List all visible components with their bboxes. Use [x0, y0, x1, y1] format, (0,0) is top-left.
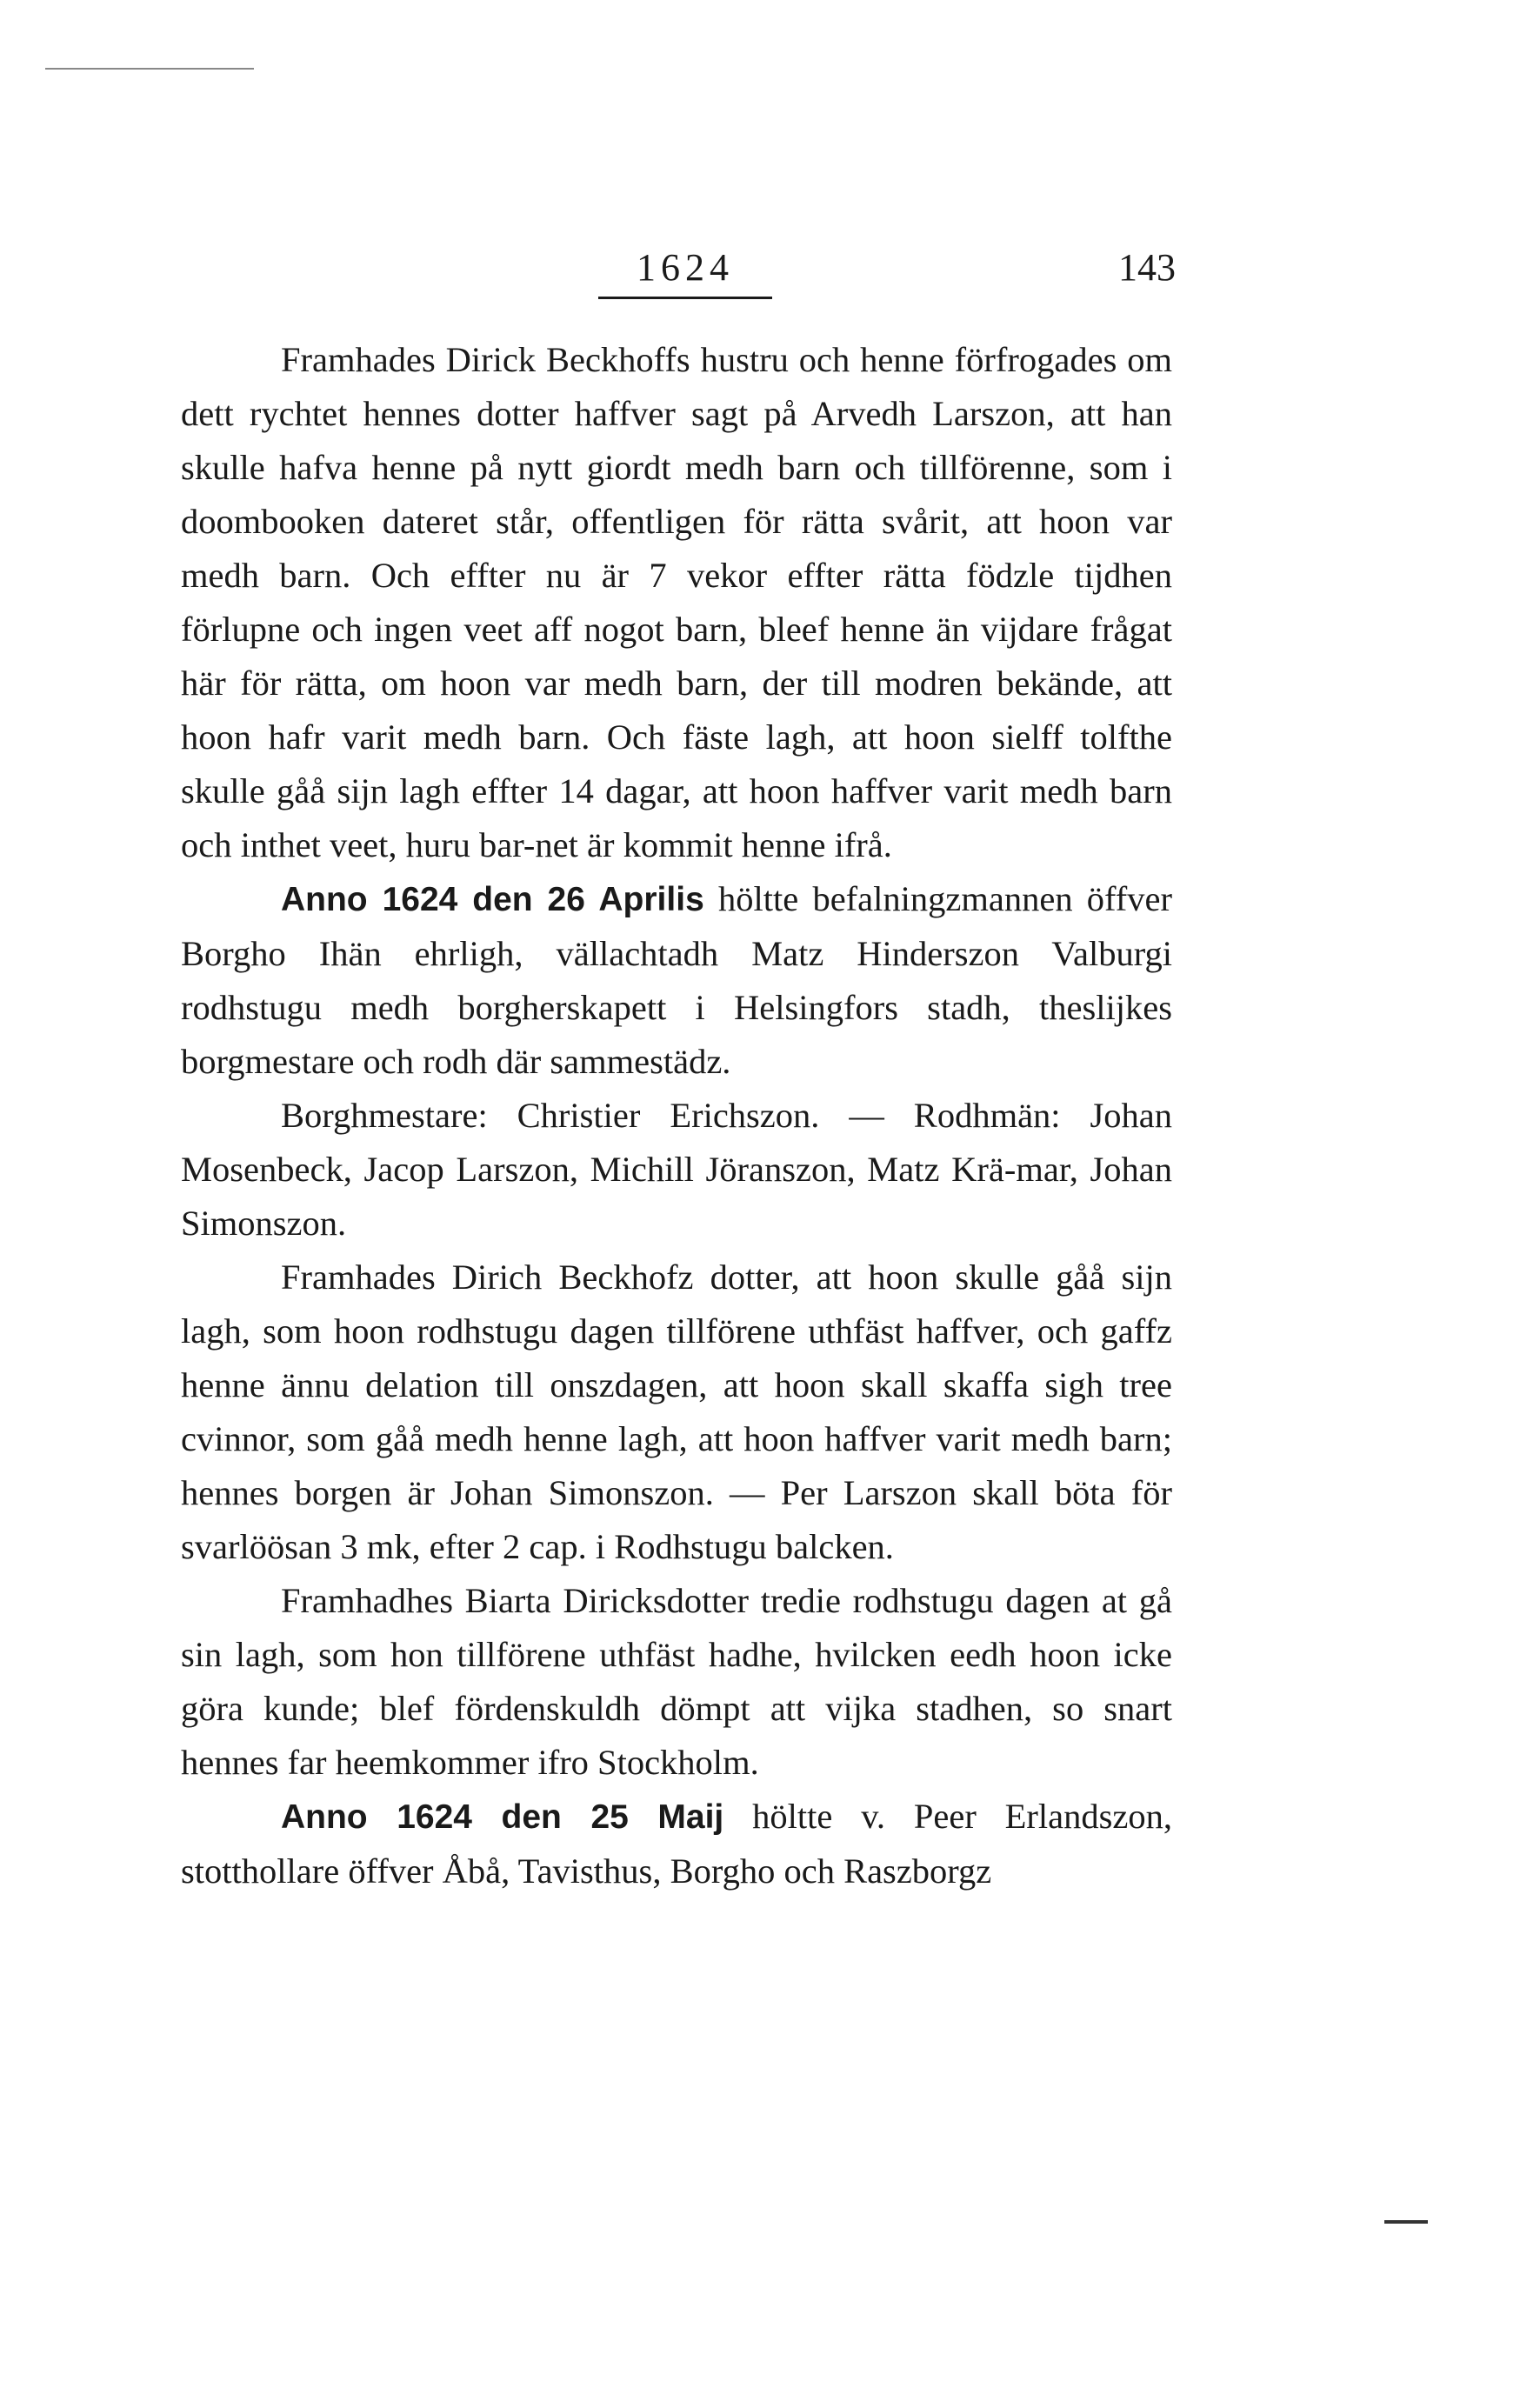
paragraph — [181, 333, 1172, 872]
date-heading: Anno 1624 den 26 Aprilis — [281, 881, 704, 918]
paragraph — [181, 1790, 1172, 1898]
paragraph — [181, 1574, 1172, 1790]
running-head-year: 1624 — [598, 245, 772, 299]
running-head — [174, 245, 1176, 315]
paragraph-text: höltte befalningzmannen öffver Borgho Ihän ehrligh, vällachtadh Matz Hinderszon Valburgi rodhstugu medh borgherskapett i Helsingfors stadh, theslijkes borgmestare och rodh där sammestädz. — [181, 879, 1172, 1081]
scan-edge-mark — [1384, 2220, 1428, 2224]
paragraph-text: höltte v. Peer Erlandszon, stotthollare öffver Åbå, Tavisthus, Borgho och Raszborgz — [181, 1797, 1172, 1891]
paragraph-text: Borghmestare: Christier Erichszon. — Rodhmän: Johan Mosenbeck, Jacop Larszon, Michill Jöranszon, Matz Krä-mar, Johan Simonszon. — [181, 1096, 1172, 1243]
paragraph — [181, 1089, 1172, 1251]
scan-edge-mark — [45, 68, 254, 70]
page-number: 143 — [1118, 246, 1176, 289]
paragraph-text: Framhades Dirich Beckhofz dotter, att hoon skulle gåå sijn lagh, som hoon rodhstugu dagen tillförene uthfäst haffver, och gaffz henne ännu delation till onszdagen, att hoon skall skaffa sigh tree cvinnor, som gåå medh henne lagh, att hoon haffver varit medh barn; hennes borgen är Johan Simonszon. — Per Larszon skall böta för svarlöösan 3 mk, efter 2 cap. i Rodhstugu balcken. — [181, 1257, 1172, 1566]
paragraph — [181, 1251, 1172, 1574]
paragraph-text: Framhadhes Biarta Diricksdotter tredie rodhstugu dagen at gå sin lagh, som hon tillförene uthfäst hadhe, hvilcken eedh hoon icke göra kunde; blef fördenskuldh dömpt att vijka stadhen, so snart hennes far heemkommer ifro Stockholm. — [181, 1581, 1172, 1782]
paragraph-text: Framhades Dirick Beckhoffs hustru och henne förfrogades om dett rychtet hennes dotter haffver sagt på Arvedh Larszon, att han skulle hafva henne på nytt giordt medh barn och tillförenne, som i doombooken dateret står, offentligen för rätta svårit, att hoon var medh barn. Och effter nu är 7 vekor effter rätta födzle tijdhen förlupne och ingen veet aff nogot barn, bleef henne än vijdare frågat här för rätta, om hoon var medh barn, der till modren bekände, att hoon hafr varit medh barn. Och fäste lagh, att hoon sielff tolfthe skulle gåå sijn lagh effter 14 dagar, att hoon haffver varit medh barn och inthet veet, huru bar-net är kommit henne ifrå. — [181, 340, 1172, 864]
body-text — [181, 333, 1172, 1898]
paragraph — [181, 872, 1172, 1089]
date-heading: Anno 1624 den 25 Maij — [281, 1798, 724, 1836]
